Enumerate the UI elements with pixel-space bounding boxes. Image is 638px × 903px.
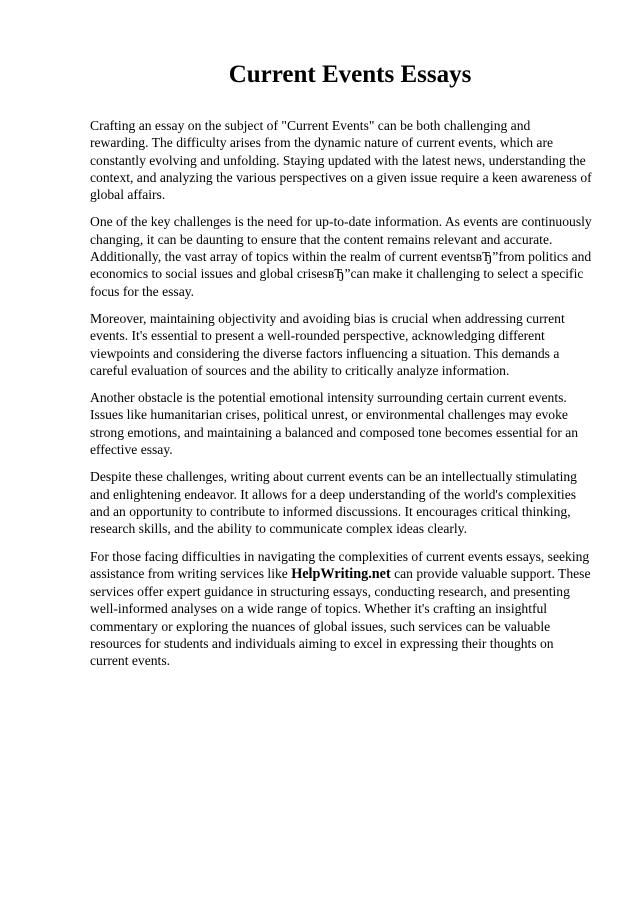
paragraph-benefits: Despite these challenges, writing about current events can be an intellectually stimulating and enlightening endeavor. It allows for a deep understanding of the world's complexities and an opportunity to contribute to informed discussions. It encourages critical thinking, research skills, and the ability to communicate complex ideas clearly. [90, 469, 577, 537]
document-title: Current Events Essays [228, 61, 472, 88]
helpwriting-link[interactable]: HelpWriting.net [291, 565, 391, 582]
paragraph-objectivity: Moreover, maintaining objectivity and avoiding bias is crucial when addressing current events. It's essential to present a well-rounded perspective, acknowledging different viewpoints and considering the diverse factors influencing a situation. This demands a careful evaluation of sources and the ability to critically analyze information. [90, 310, 565, 378]
assistance-text-after: can provide valuable support. These services offer expert guidance in structuring essays, conducting research, and presenting well-informed analyses on a wide range of topics. Whether it's crafting an insightful commentary or exploring the nuances of global issues, such services can be valuable resources for students and individuals aiming to excel in expressing their thoughts on current events. [90, 565, 591, 669]
paragraph-assistance [90, 548, 592, 670]
assistance-text-before: For those facing difficulties in navigating the complexities of current events essays, seeking assistance from writing services like [90, 548, 590, 581]
paragraph-challenges: One of the key challenges is the need for up-to-date information. As events are continuously changing, it can be daunting to ensure that the content remains relevant and accurate. Additionally, the vast array of topics within the realm of current eventsвЂ”from politics and economics to social issues and global crisesвЂ”can make it challenging to select a specific focus for the essay. [90, 214, 592, 299]
paragraph-emotional-intensity: Another obstacle is the potential emotional intensity surrounding certain current events. Issues like humanitarian crises, political unrest, or environmental challenges may evoke strong emotions, and maintaining a balanced and composed tone becomes essential for an effective essay. [90, 390, 579, 458]
paragraph-intro: Crafting an essay on the subject of "Current Events" can be both challenging and rewarding. The difficulty arises from the dynamic nature of current events, which are constantly evolving and unfolding. Staying updated with the latest news, understanding the context, and analyzing the various perspectives on a given issue require a keen awareness of global affairs. [90, 118, 592, 203]
